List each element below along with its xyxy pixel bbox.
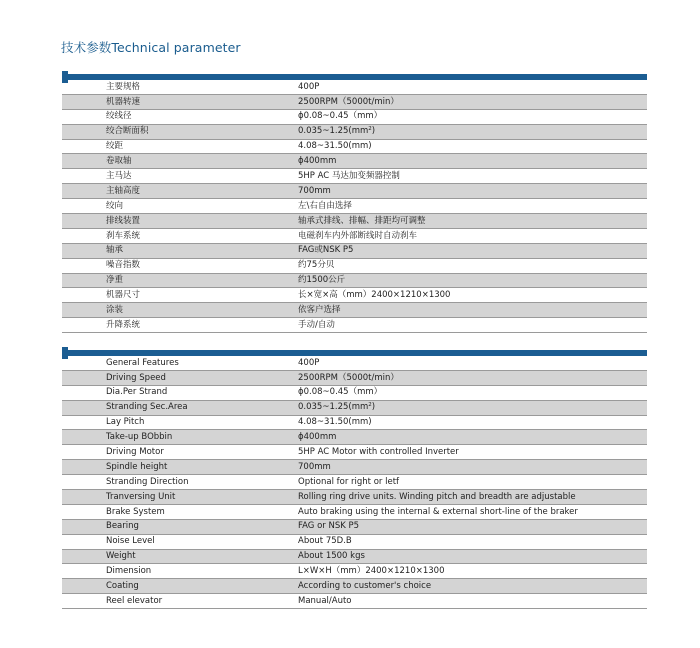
table-row — [62, 535, 647, 550]
row-label: 绞距 — [106, 141, 124, 152]
row-label: Bearing — [106, 521, 139, 532]
table-row — [62, 229, 647, 244]
row-value — [254, 232, 417, 241]
table-row — [62, 214, 647, 229]
row-label: General Features — [106, 357, 179, 368]
table-row — [62, 80, 647, 95]
row-value-text: 约1500公斤 — [298, 275, 346, 286]
row-label: Tranversing Unit — [106, 491, 176, 502]
row-value — [254, 478, 399, 487]
row-label: 主要规格 — [106, 81, 141, 92]
row-value-text: ϕ0.08~0.45（mm） — [298, 387, 383, 398]
row-value-text: According to customer's choice — [298, 581, 432, 592]
row-value-text: 长×宽×高（mm）2400×1210×1300 — [298, 290, 451, 301]
row-label: 机器转速 — [106, 96, 141, 107]
row-value — [254, 276, 345, 285]
row-value-text: FAG or NSK P5 — [298, 521, 360, 532]
row-label: 卷取轴 — [106, 156, 132, 167]
table-row — [62, 288, 647, 303]
row-value-text: 2500RPM（5000t/min） — [298, 96, 399, 107]
row-value-suffix: ) — [371, 126, 376, 137]
row-value-text: 电磁刹车内外部断线时自动刹车 — [298, 230, 418, 241]
row-value-text: 5HP AC Motor with controlled Inverter — [298, 447, 459, 458]
row-value — [254, 217, 426, 226]
row-value — [254, 552, 365, 561]
page-title: 技术参数Technical parameter — [61, 40, 241, 55]
row-label: 升降系统 — [106, 319, 141, 330]
table-row — [62, 430, 647, 445]
row-value — [254, 157, 336, 166]
table-row — [62, 259, 647, 274]
row-value-text: 4.08~31.50(mm) — [298, 417, 372, 428]
row-value — [254, 83, 319, 92]
table-row — [62, 318, 647, 333]
row-value-text: 约75分贝 — [298, 260, 335, 271]
row-value-text: FAG或NSK P5 — [298, 245, 354, 256]
row-label: 机器尺寸 — [106, 290, 141, 301]
table-row — [62, 303, 647, 318]
row-label: Weight — [106, 551, 136, 562]
row-value-text: ϕ400mm — [298, 432, 337, 443]
table-row — [62, 416, 647, 431]
table-row — [62, 199, 647, 214]
row-label: Dia.Per Strand — [106, 387, 168, 398]
row-label: Stranding Sec.Area — [106, 402, 188, 413]
row-label: Coating — [106, 581, 139, 592]
row-value — [254, 448, 459, 457]
row-label: Brake System — [106, 506, 165, 517]
row-label: 绞合断面积 — [106, 126, 149, 137]
row-value — [254, 142, 372, 151]
table-row — [62, 594, 647, 609]
row-value — [254, 202, 352, 211]
row-value — [254, 418, 372, 427]
row-value-text: 400P — [298, 357, 320, 368]
row-value — [254, 567, 444, 576]
row-value — [254, 403, 375, 412]
row-value — [254, 359, 319, 368]
row-value-text: 2500RPM（5000t/min） — [298, 372, 399, 383]
table-row — [62, 125, 647, 140]
row-value — [254, 291, 450, 300]
row-value-text: About 75D.B — [298, 536, 352, 547]
table-row — [62, 386, 647, 401]
row-value-text: About 1500 kgs — [298, 551, 365, 562]
row-label: 涂装 — [106, 305, 124, 316]
row-value — [254, 112, 382, 121]
row-label: Stranding Direction — [106, 476, 189, 487]
row-value — [254, 261, 334, 270]
table-row — [62, 460, 647, 475]
table-row — [62, 445, 647, 460]
row-value — [254, 374, 399, 383]
table-row — [62, 184, 647, 199]
table-row — [62, 169, 647, 184]
row-label: 绞线径 — [106, 111, 132, 122]
row-value — [254, 537, 352, 546]
row-label: Dimension — [106, 566, 152, 577]
table-row — [62, 550, 647, 565]
row-value-text: 依客户选择 — [298, 305, 341, 316]
table-row — [62, 520, 647, 535]
row-label: 净重 — [106, 275, 124, 286]
row-label: Noise Level — [106, 536, 155, 547]
row-label: Take-up BObbin — [106, 432, 173, 443]
row-value — [254, 98, 399, 107]
row-value-suffix: ) — [371, 402, 376, 413]
row-value — [254, 321, 335, 330]
row-value-text: 0.035~1.25(mm — [298, 402, 369, 413]
row-value — [254, 493, 576, 502]
table-row — [62, 475, 647, 490]
row-value-text: Rolling ring drive units. Winding pitch and breadth are adjustable — [298, 491, 576, 502]
row-value — [254, 172, 400, 181]
row-label: 主马达 — [106, 171, 132, 182]
table-row — [62, 95, 647, 110]
row-value-superscript: 2 — [368, 126, 372, 133]
row-value — [254, 127, 375, 136]
row-label: Reel elevator — [106, 595, 163, 606]
table-header-bar — [62, 350, 647, 356]
table-row — [62, 110, 647, 125]
table-row — [62, 401, 647, 416]
row-value-text: Auto braking using the internal & external short-line of the braker — [298, 506, 578, 517]
row-label: Driving Speed — [106, 372, 166, 383]
header-bar-tab — [62, 347, 68, 359]
row-value-text: 轴承式排线、排幅、排距均可调整 — [298, 215, 426, 226]
table-row — [62, 579, 647, 594]
row-value-text: Optional for right or letf — [298, 476, 400, 487]
header-bar-tab — [62, 71, 68, 83]
table-row — [62, 140, 647, 155]
row-value-superscript: 2 — [368, 402, 372, 409]
table-row — [62, 274, 647, 289]
row-label: Driving Motor — [106, 447, 164, 458]
row-label: Spindle height — [106, 461, 168, 472]
table-row — [62, 154, 647, 169]
row-value-text: 手动/自动 — [298, 319, 335, 330]
row-value-text: ϕ400mm — [298, 156, 337, 167]
row-value-text: 700mm — [298, 185, 331, 196]
row-label: Lay Pitch — [106, 417, 145, 428]
table-header-bar — [62, 74, 647, 80]
row-value — [254, 582, 431, 591]
row-label: 刹车系统 — [106, 230, 141, 241]
row-value-text: 400P — [298, 81, 320, 92]
row-value-text: 700mm — [298, 461, 331, 472]
row-value — [254, 463, 331, 472]
row-label: 排线装置 — [106, 215, 141, 226]
row-value-text: 4.08~31.50(mm) — [298, 141, 372, 152]
row-value-text: 左\右自由选择 — [298, 200, 352, 211]
row-label: 主轴高度 — [106, 185, 141, 196]
table-row — [62, 244, 647, 259]
row-label: 轴承 — [106, 245, 124, 256]
row-value — [254, 388, 382, 397]
row-value-text: Manual/Auto — [298, 595, 352, 606]
row-value-text: 5HP AC 马达加变频器控制 — [298, 171, 400, 182]
row-value — [254, 508, 578, 517]
row-label: 噪音指数 — [106, 260, 141, 271]
row-value — [254, 187, 331, 196]
row-value — [254, 597, 352, 606]
row-value — [254, 522, 359, 531]
row-value-text: L×W×H（mm）2400×1210×1300 — [298, 566, 445, 577]
row-value — [254, 246, 353, 255]
row-value — [254, 433, 336, 442]
row-value-text: 0.035~1.25(mm — [298, 126, 369, 137]
row-label: 绞向 — [106, 200, 124, 211]
table-row — [62, 564, 647, 579]
table-row — [62, 371, 647, 386]
table-row — [62, 356, 647, 371]
table-row — [62, 505, 647, 520]
spec-table-chinese — [62, 74, 647, 333]
table-row — [62, 490, 647, 505]
spec-table-english — [62, 350, 647, 609]
row-value — [254, 306, 341, 315]
row-value-text: ϕ0.08~0.45（mm） — [298, 111, 383, 122]
